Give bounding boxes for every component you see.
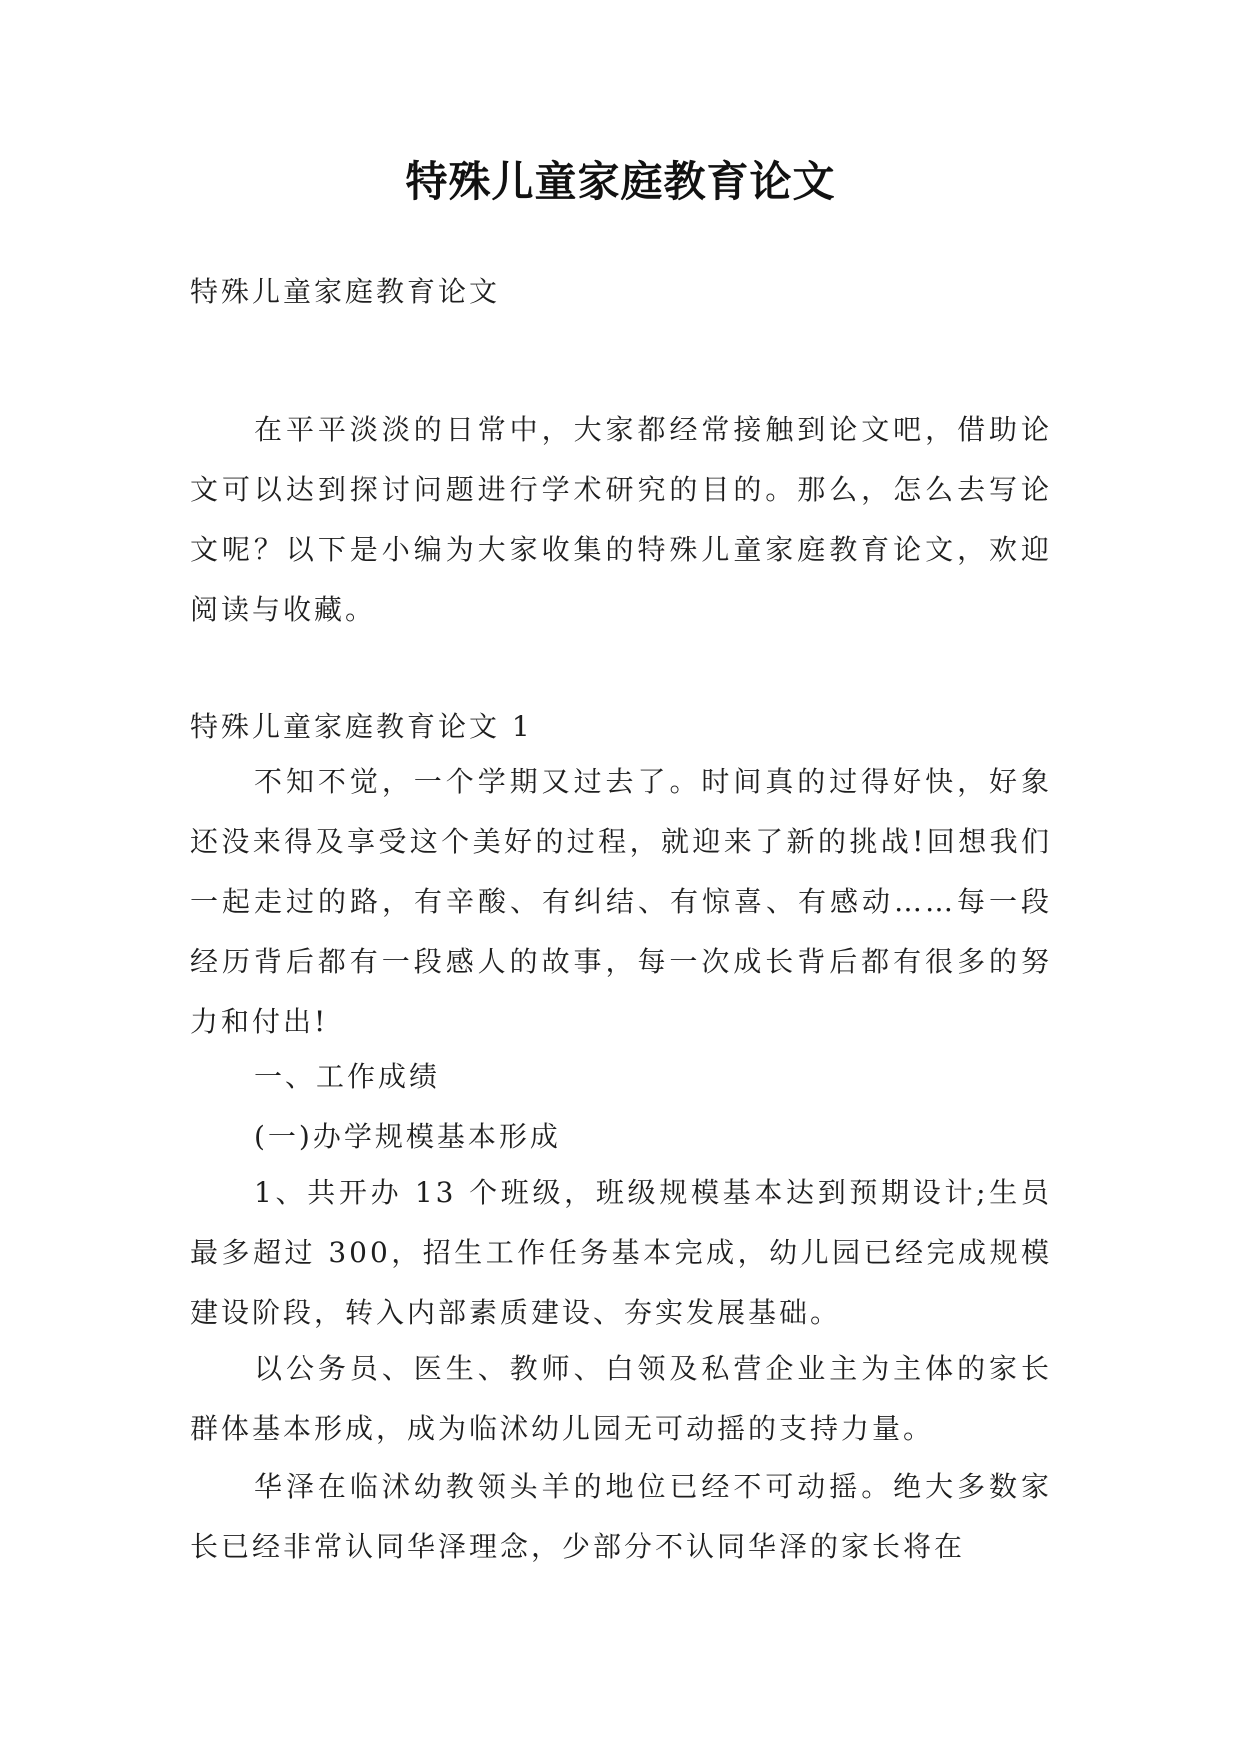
document-title: 特殊儿童家庭教育论文 [405,157,836,206]
intro-paragraph: 在平平淡淡的日常中，大家都经常接触到论文吧，借助论文可以达到探讨问题进行学术研究的目的。那么，怎么去写论文呢？以下是小编为大家收集的特殊儿童家庭教育论文，欢迎阅读与收藏。 [190,413,1052,626]
heading-work-results: 一、工作成绩 [254,1060,441,1093]
document-subtitle: 特殊儿童家庭教育论文 [190,275,501,308]
paragraph-1: 不知不觉，一个学期又过去了。时间真的过得好快，好象还没来得及享受这个美好的过程，就迎来了新的挑战!回想我们一起走过的路，有辛酸、有纠结、有惊喜、有感动……每一段经历背后都有一段感人的故事，每一次成长背后都有很多的努力和付出! [190,765,1052,1038]
heading-school-scale: (一)办学规模基本形成 [254,1120,561,1153]
paragraph-3: 以公务员、医生、教师、白领及私营企业主为主体的家长群体基本形成，成为临沭幼儿园无可动摇的支持力量。 [190,1352,1052,1445]
section-title: 特殊儿童家庭教育论文 1 [190,710,533,743]
paragraph-2: 1、共开办 13 个班级，班级规模基本达到预期设计;生员最多超过 300，招生工作任务基本完成，幼儿园已经完成规模建设阶段，转入内部素质建设、夯实发展基础。 [190,1176,1052,1329]
paragraph-4: 华泽在临沭幼教领头羊的地位已经不可动摇。绝大多数家长已经非常认同华泽理念，少部分不认同华泽的家长将在 [190,1470,1052,1563]
